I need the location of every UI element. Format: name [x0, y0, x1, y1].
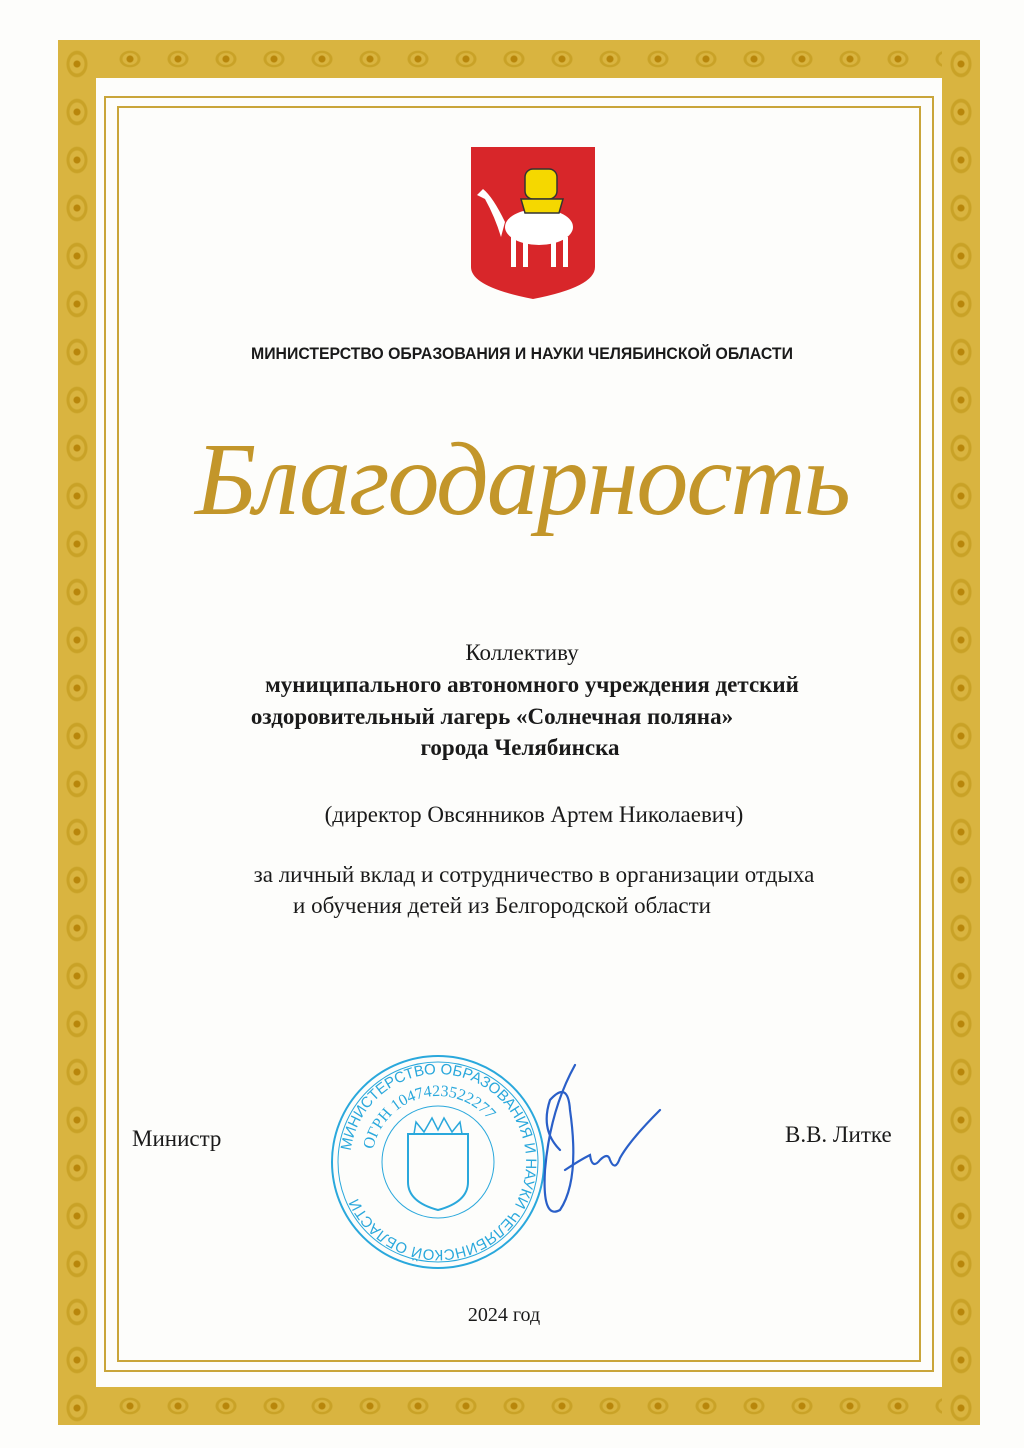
reason-line: за личный вклад и сотрудничество в организации отдыха: [253, 862, 815, 887]
organization-line: муниципального автономного учреждения детский: [265, 672, 799, 697]
organization-line: города Челябинска: [420, 735, 620, 760]
signatory-position: Министр: [132, 1126, 222, 1151]
stamp-outer-text: МИНИСТЕРСТВО ОБРАЗОВАНИЯ И НАУКИ ЧЕЛЯБИНСКОЙ ОБЛАСТИ: [337, 1060, 540, 1264]
organization-line: оздоровительный лагерь «Солнечная поляна»: [250, 704, 734, 729]
reason-line: и обучения детей из Белгородской области: [293, 893, 711, 918]
signatory-name: В.В. Литке: [785, 1122, 892, 1147]
addressee-intro: Коллективу: [465, 640, 579, 665]
signature-scribble: [520, 1060, 680, 1230]
coat-of-arms-icon: [471, 147, 595, 299]
official-stamp: [328, 1052, 548, 1272]
ornamental-border-bottom: [58, 1387, 980, 1425]
ornamental-border-top: [58, 40, 980, 78]
ornamental-border-right: [942, 40, 980, 1425]
certificate-title: Благодарность: [195, 422, 849, 537]
director-line: (директор Овсянников Артем Николаевич): [324, 802, 744, 827]
ornamental-border-left: [58, 40, 96, 1425]
ministry-heading: МИНИСТЕРСТВО ОБРАЗОВАНИЯ И НАУКИ ЧЕЛЯБИНСКОЙ ОБЛАСТИ: [251, 344, 793, 363]
year-label: 2024 год: [467, 1304, 541, 1326]
stamp-ogrn: ОГРН 1047423522277: [360, 1082, 499, 1151]
